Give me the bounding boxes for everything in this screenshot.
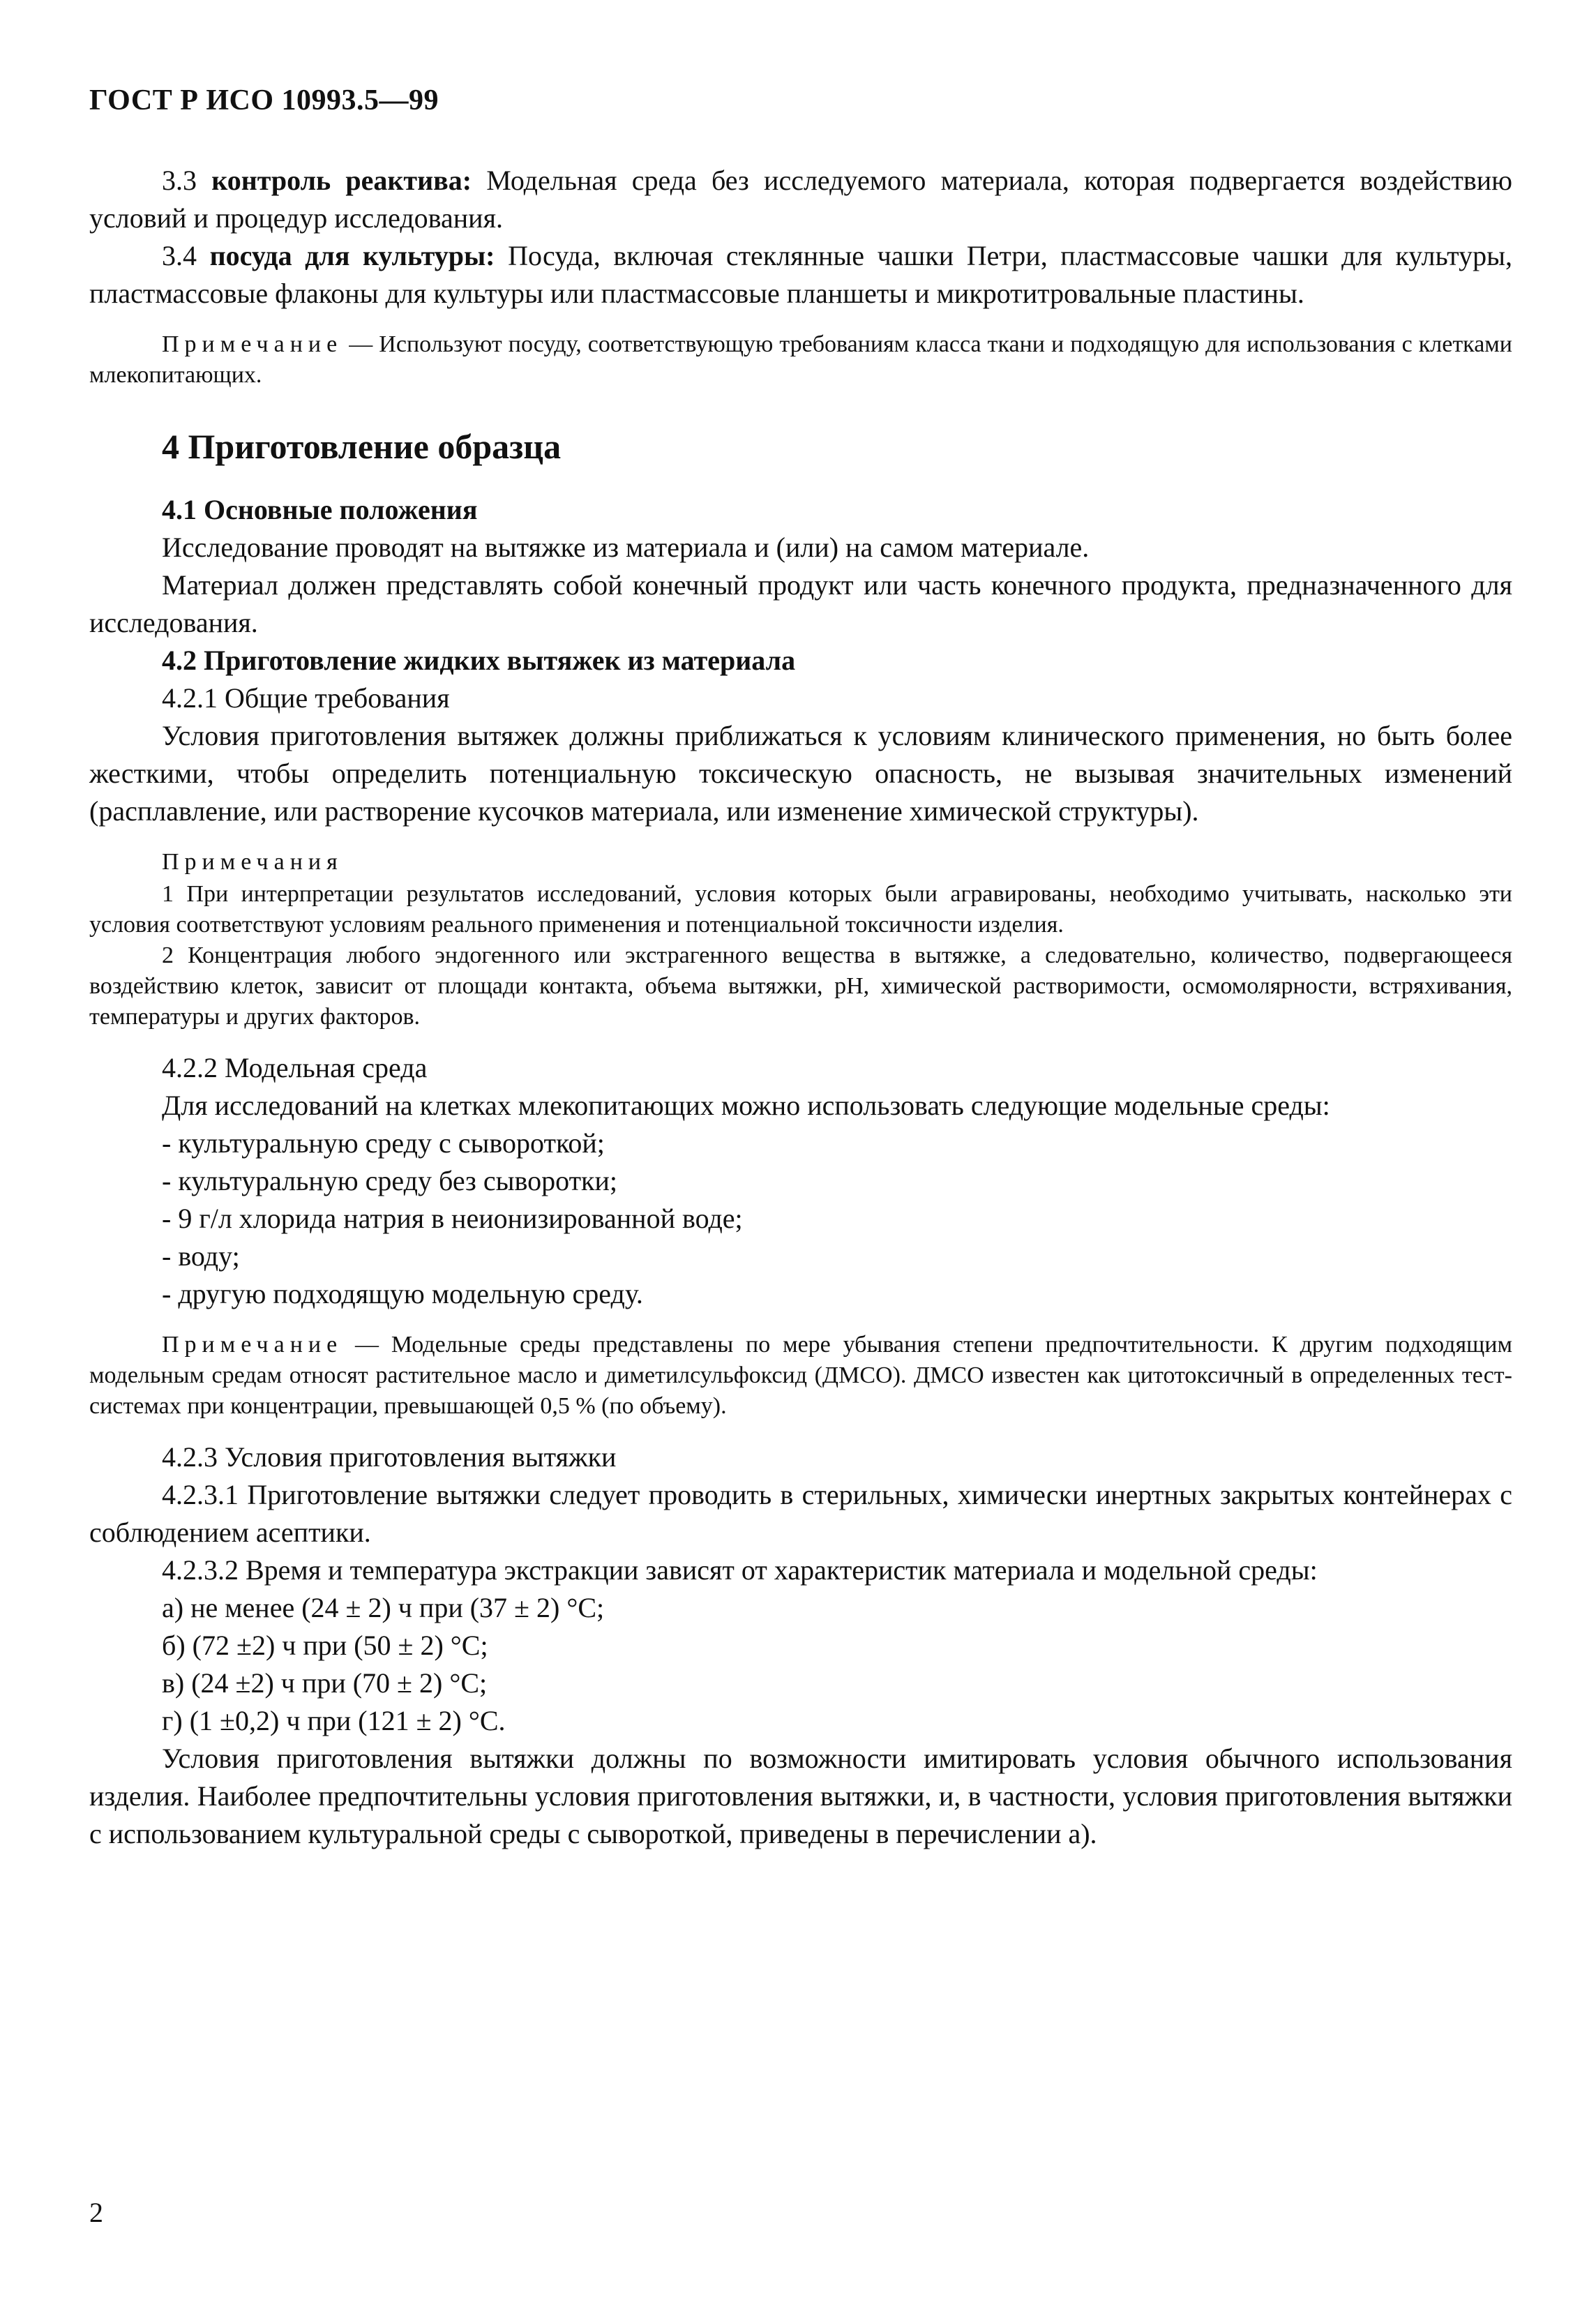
- note-label: Примечание: [162, 331, 343, 357]
- note-item-1: 1 При интерпретации результатов исследований, условия которых были агравированы, необходимо учитывать, насколько эти условия соответствуют условиям реального применения и потенциальной токсичности изделия.: [89, 881, 1512, 938]
- clause-3-3: [89, 162, 1512, 237]
- paragraph: Условия приготовления вытяжки должны по возможности имитировать условия обычного использования изделия. Наиболее предпочтительны условия приготовления вытяжки, и, в частности, условия приготовления вытяжки с использованием культуральной среды с сывороткой, приведены в перечислении а).: [89, 1743, 1512, 1849]
- note: [89, 329, 1512, 391]
- clause-number: 3.4: [162, 240, 197, 271]
- list-item: в) (24 ±2) ч при (70 ± 2) °C;: [162, 1667, 488, 1699]
- list-item: - культуральную среду с сывороткой;: [162, 1127, 605, 1159]
- paragraph: Условия приготовления вытяжек должны приближаться к условиям клинического применения, но быть более жесткими, чтобы определить потенциальную токсическую опасность, не вызывая значительных изменений (расплавление, или растворение кусочков материала, или изменение химической структуры).: [89, 720, 1512, 827]
- note-item-2: 2 Концентрация любого эндогенного или экстрагенного вещества в вытяжке, а следовательно, количество, подвергающееся воздействию клеток, зависит от площади контакта, объема вытяжки, pH, химической растворимости, осмомолярности, встряхивания, температуры и других факторов.: [89, 942, 1512, 1030]
- clause-4-2-1-title: 4.2.1 Общие требования: [162, 682, 450, 714]
- term: контроль реактива:: [211, 165, 472, 196]
- note-text: — Модельные среды представлены по мере убывания степени предпочтительности. К другим подходящим модельным средам относят растительное масло и диметилсульфоксид (ДМСО). ДМСО известен как цитотоксичный в определенных тест-системах при концентрации, превышающей 0,5 % (по объему).: [89, 1332, 1512, 1419]
- list-item: г) (1 ±0,2) ч при (121 ± 2) °C.: [162, 1705, 506, 1736]
- section-4-title: 4 Приготовление образца: [162, 427, 562, 466]
- list-item: - культуральную среду без сыворотки;: [162, 1165, 618, 1196]
- document-header: ГОСТ Р ИСО 10993.5—99: [89, 84, 439, 117]
- clause-3-4: [89, 237, 1512, 313]
- clause-4-2-title: 4.2 Приготовление жидких вытяжек из материала: [162, 645, 796, 676]
- document-body: [89, 162, 1512, 1853]
- clause-4-2-3-1: 4.2.3.1 Приготовление вытяжки следует проводить в стерильных, химически инертных закрытых контейнерах с соблюдением асептики.: [89, 1479, 1512, 1548]
- definition-text: Модельная среда без исследуемого материала, которая подвергается воздействию условий и процедур исследования.: [89, 165, 1513, 234]
- list-item: - 9 г/л хлорида натрия в неионизированной воде;: [162, 1203, 743, 1234]
- note-text: — Используют посуду, соответствующую требованиям класса ткани и подходящую для использования с клетками млекопитающих.: [89, 331, 1512, 388]
- clause-4-2-3-2: 4.2.3.2 Время и температура экстракции зависят от характеристик материала и модельной среды:: [162, 1554, 1318, 1586]
- paragraph: Для исследований на клетках млекопитающих можно использовать следующие модельные среды:: [162, 1090, 1330, 1121]
- list-item: б) (72 ±2) ч при (50 ± 2) °C;: [162, 1630, 488, 1661]
- definition-text: Посуда, включая стеклянные чашки Петри, пластмассовые чашки для культуры, пластмассовые флаконы для культуры или пластмассовые планшеты и микротитровальные пластины.: [89, 240, 1513, 309]
- note-block-1: [89, 329, 1512, 391]
- clause-4-2-3-title: 4.2.3 Условия приготовления вытяжки: [162, 1441, 617, 1473]
- note-label: Примечание: [162, 1332, 343, 1358]
- paragraph: Исследование проводят на вытяжке из материала и (или) на самом материале.: [162, 532, 1090, 563]
- notes-block-2: [89, 847, 1512, 1032]
- notes-label: Примечания: [162, 849, 343, 875]
- list-item: - воду;: [162, 1240, 240, 1272]
- note-block-3: [89, 1330, 1512, 1422]
- page-number: 2: [89, 2197, 103, 2228]
- list-item: а) не менее (24 ± 2) ч при (37 ± 2) °C;: [162, 1592, 605, 1623]
- paragraph: Материал должен представлять собой конечный продукт или часть конечного продукта, предназначенного для исследования.: [89, 569, 1512, 638]
- note: [89, 1330, 1512, 1422]
- list-item: - другую подходящую модельную среду.: [162, 1278, 643, 1309]
- clause-4-2-2-title: 4.2.2 Модельная среда: [162, 1052, 428, 1083]
- clause-4-1-title: 4.1 Основные положения: [162, 494, 478, 525]
- clause-number: 3.3: [162, 165, 197, 196]
- term: посуда для культуры:: [209, 240, 495, 271]
